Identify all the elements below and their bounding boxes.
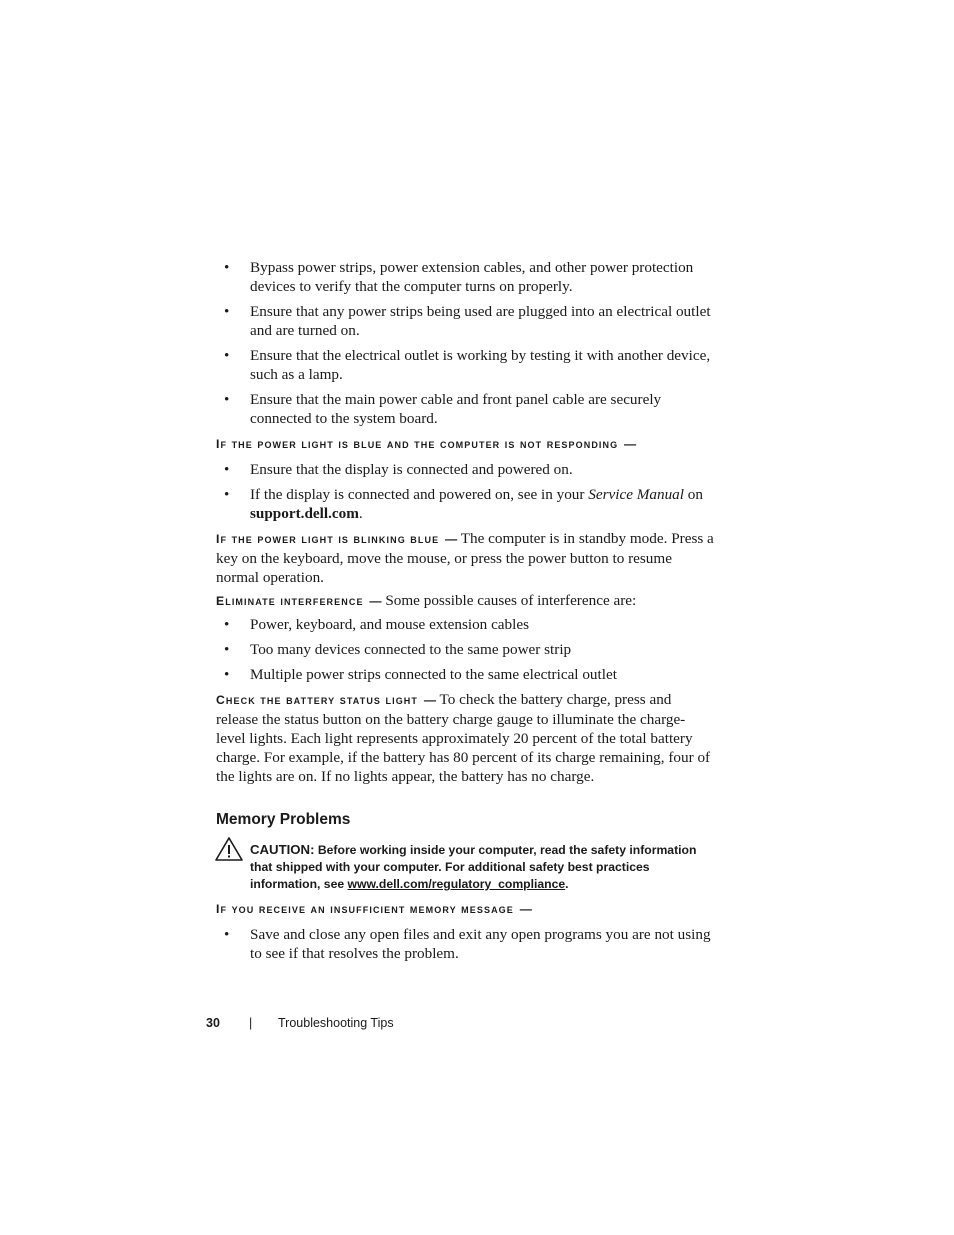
list-item: • Ensure that the electrical outlet is working by testing it with another device, such as a lamp. — [224, 347, 711, 383]
blue-light-heading: If the power light is blue and the computer is not responding — — [216, 437, 637, 451]
warning-triangle-icon — [214, 836, 244, 862]
footer-separator: | — [249, 1016, 253, 1030]
blinking-blue-paragraph: If the power light is blinking blue — The computer is in standby mode. Press a key on the keyboard, move the mouse, or press the power button to resume normal operation. — [216, 530, 714, 586]
list-item: • Ensure that the main power cable and front panel cable are securely connected to the system board. — [224, 391, 662, 427]
list-item: • Power, keyboard, and mouse extension cables — [224, 616, 530, 633]
caution-note: CAUTION: Before working inside your computer, read the safety information that shipped with your computer. For additional safety best practices information, see www.dell.com/regulatory_compliance. — [216, 841, 714, 893]
list-item: • Too many devices connected to the same power strip — [224, 641, 572, 658]
caution-label: CAUTION: — [250, 842, 315, 857]
page-number: 30 — [206, 1016, 220, 1030]
interference-list — [216, 615, 714, 684]
memory-list — [216, 925, 714, 963]
page-content — [216, 258, 714, 969]
support-link[interactable]: support.dell.com — [250, 505, 359, 522]
section-title: Memory Problems — [216, 811, 351, 828]
list-item: • Save and close any open files and exit any open programs you are not using to see if that resolves the problem. — [224, 926, 711, 962]
list-item: • Bypass power strips, power extension cables, and other power protection devices to verify that the computer turns on properly. — [224, 259, 694, 295]
service-manual-title: Service Manual — [588, 486, 684, 503]
list-item: • Multiple power strips connected to the same electrical outlet — [224, 666, 617, 683]
insufficient-memory-heading: If you receive an insufficient memory message — — [216, 902, 532, 916]
list-item: • Ensure that any power strips being used are plugged into an electrical outlet and are turned on. — [224, 303, 711, 339]
footer-title: Troubleshooting Tips — [278, 1016, 394, 1030]
interference-paragraph: Eliminate interference — Some possible causes of interference are: — [216, 592, 637, 609]
power-bullet-list — [216, 258, 714, 428]
list-item: • Ensure that the display is connected and powered on. — [224, 461, 573, 478]
regulatory-compliance-link[interactable]: www.dell.com/regulatory_compliance — [347, 877, 566, 891]
blue-light-list — [216, 460, 714, 523]
battery-paragraph: Check the battery status light — To check the battery charge, press and release the status button on the battery charge gauge to illuminate the charge-level lights. Each light represents approximately 20 percent of the total battery charge. For example, if the battery has 80 percent of its charge remaining, four of the lights are on. If no lights appear, the battery has no charge. — [216, 691, 711, 785]
list-item: • If the display is connected and powered on, see in your Service Manual on support.dell.com. — [224, 486, 703, 522]
